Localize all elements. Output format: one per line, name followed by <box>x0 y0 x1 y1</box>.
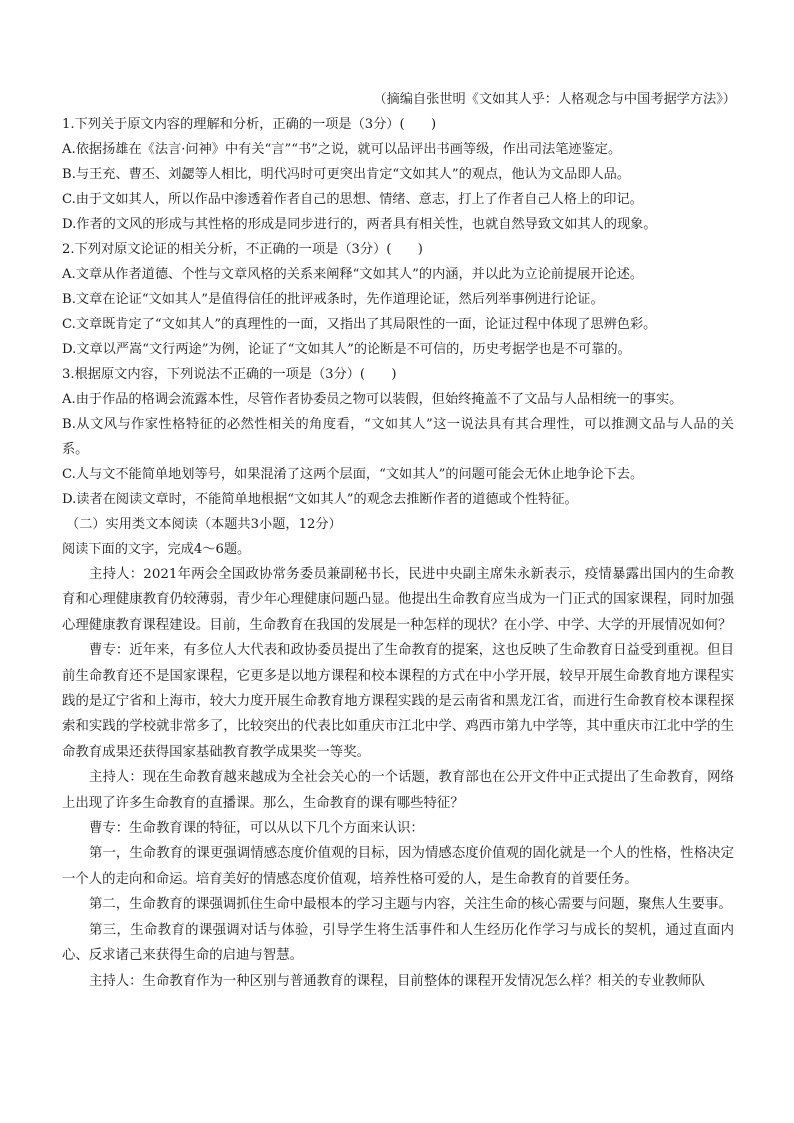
exam-page <box>62 88 734 994</box>
passage-paragraph: 主持人：2021年两会全国政协常务委员兼副秘书长，民进中央副主席朱永新表示，疫情暴露出国内的生命教育和心理健康教育仍较薄弱，青少年心理健康问题凸显。他提出生命教育应当成为一门正式的国家课程，同时加强心理健康教育课程建设。目前，生命教育在我国的发展是一种怎样的现状？在小学、中学、大学的开展情况如何？ <box>62 567 734 633</box>
question-1-option-c[interactable]: C.由于文如其人，所以作品中渗透着作者自己的思想、情绪、意志，打上了作者自己人格上的印记。 <box>62 192 643 207</box>
passage-paragraph: 主持人：现在生命教育越来越成为全社会关心的一个话题，教育部也在公开文件中正式提出了生命教育，网络上出现了许多生命教育的直播课。那么，生命教育的课有哪些特征？ <box>62 770 734 811</box>
passage-paragraph: 第二，生命教育的课强调抓住生命中最根本的学习主题与内容，关注生命的核心需要与问题，聚焦人生要事。 <box>89 897 732 913</box>
passage-paragraph: 曹专：生命教育课的特征，可以从以下几个方面来认识： <box>89 821 424 837</box>
passage-paragraph: 第一，生命教育的课更强调情感态度价值观的目标，因为情感态度价值观的固化就是一个人的性格，性格决定一个人的走向和命运。培育美好的情感态度价值观，培养性格可爱的人，是生命教育的首要任务。 <box>62 846 734 887</box>
passage-paragraph: 主持人：生命教育作为一种区别与普通教育的课程，目前整体的课程开发情况怎么样？相关的专业教师队 <box>89 973 705 989</box>
question-2-stem: 2.下列对原文论证的相关分析，不正确的一项是（3分）( ) <box>62 242 423 257</box>
question-1-option-a[interactable]: A.依据扬雄在《法言·问神》中有关“言”“书”之说，就可以品评出书画等级，作出司法笔迹鉴定。 <box>62 142 622 157</box>
question-1-stem: 1.下列关于原文内容的理解和分析，正确的一项是（3分）( ) <box>62 117 437 132</box>
source-citation: （摘编自张世明《文如其人乎：人格观念与中国考据学方法》） <box>373 92 736 107</box>
reading-passage <box>62 562 734 994</box>
question-2-option-a[interactable]: A.文章从作者道德、个性与文章风格的关系来阐释“文如其人”的内涵，并以此为立论前提展开论述。 <box>62 267 644 282</box>
question-2-option-c[interactable]: C.文章既肯定了“文如其人”的真理性的一面，又指出了其局限性的一面，论证过程中体现了思辨色彩。 <box>62 317 657 332</box>
section-2-title: （二）实用类文本阅读（本题共3小题，12分） <box>66 517 342 532</box>
question-3-option-a[interactable]: A.由于作品的格调会流露本性，尽管作者协委员之物可以装假，但始终掩盖不了文品与人品相统一的事实。 <box>62 392 683 407</box>
passage-paragraph: 第三，生命教育的课强调对话与体验，引导学生将生活事件和人生经历化作学习与成长的契机，通过直面内心、反求诸己来获得生命的启迪与智慧。 <box>62 922 734 964</box>
question-2-option-d[interactable]: D.文章以严嵩“文行两途”为例，论证了“文如其人”的论断是不可信的，历史考据学也是不可靠的。 <box>62 342 631 357</box>
question-1 <box>62 112 734 237</box>
section-2-instruction: 阅读下面的文字，完成4～6题。 <box>62 542 251 557</box>
question-3 <box>62 362 734 512</box>
question-3-stem: 3.根据原文内容，下列说法不正确的一项是（3分）( ) <box>62 367 397 382</box>
question-1-option-d[interactable]: D.作者的文风的形成与其性格的形成是同步进行的，两者具有相关性，也就自然导致文如其人的现象。 <box>62 217 657 232</box>
question-2-option-b[interactable]: B.文章在论证“文如其人”是值得信任的批评戒条时，先作道理论证，然后列举事例进行论证。 <box>62 292 604 307</box>
question-3-option-d[interactable]: D.读者在阅读文章时，不能简单地根据“文如其人”的观念去推断作者的道德或个性特征。 <box>62 492 578 507</box>
question-3-option-c[interactable]: C.人与文不能简单地划等号，如果混淆了这两个层面，“文如其人”的问题可能会无休止地争论下去。 <box>62 467 644 482</box>
question-1-option-b[interactable]: B.与王充、曹丕、刘勰等人相比，明代冯时可更突出肯定“文如其人”的观点，他认为文品即人品。 <box>62 167 631 182</box>
question-3-option-b[interactable]: B.从文风与作家性格特征的必然性相关的角度看，“文如其人”这一说法具有其合理性，可以推测文品与人品的关系。 <box>62 417 734 457</box>
passage-paragraph: 曹专：近年来，有多位人大代表和政协委员提出了生命教育的提案，这也反映了生命教育日益受到重视。但目前生命教育还不是国家课程，它更多是以地方课程和校本课程的方式在中小学开展，较早开展生命教育地方课程实践的是辽宁省和上海市，较大力度开展生命教育地方课程实践的是云南省和黑龙江省，而进行生命教育校本课程探索和实践的学校就非常多了，比较突出的代表比如重庆市江北中学、鸡西市第九中学等，其中重庆市江北中学的生命教育成果还获得国家基础教育教学成果奖一等奖。 <box>62 643 734 760</box>
question-2 <box>62 237 734 362</box>
